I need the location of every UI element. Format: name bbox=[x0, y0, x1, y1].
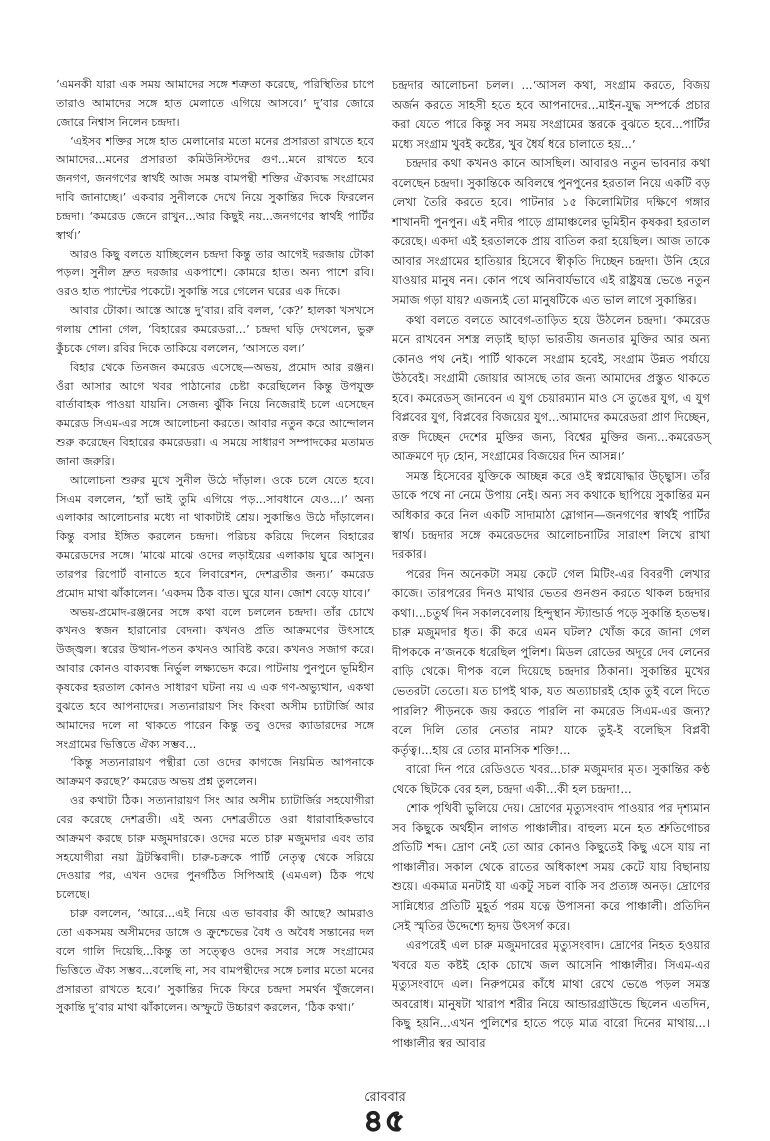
left-column bbox=[56, 76, 374, 1018]
paragraph: সমস্ত হিসেবের যুক্তিকে আচ্ছন্ন করে ওই স্বপ্নযোদ্ধার উচ্ছ্বাস। তাঁর ডাকে পথে না নেমে উপায় নেই। অন্য সব কথাকে ছাপিয়ে সুকান্তির মন অধিকার করে নিল একটি সাদামাঠা স্লোগান—জনগণের স্বার্থই পার্টির স্বার্থ। চন্দ্রদার সঙ্গে কমরেডদের আলোচনাটির সারাংশ লিখে রাখা দরকার। bbox=[392, 468, 710, 562]
paragraph: ‘এমনকী যারা এক সময় আমাদের সঙ্গে শত্রুতা করেছে, পরিস্থিতির চাপে তারাও আমাদের সঙ্গে হাত মেলাতে এগিয়ে আসবে।’ দু’বার জোরে জোরে নিশ্বাস নিলেন চন্দ্রদা। bbox=[56, 78, 374, 129]
paragraph: বিহার থেকে তিনজন কমরেড এসেছে—অভয়, প্রমোদ আর রঞ্জন। ওঁরা আসার আগে খবর পাঠানোর চেষ্টা করেছিলেন কিন্তু উপযুক্ত বার্তাবাহক পাওয়া যায়নি। সেজন্য ঝুঁকি নিয়ে নিজেরাই চলে এসেছেন কমরেড সিএম-এর সঙ্গে আলোচনা করতে। আবার নতুন করে আন্দোলন শুরু করেছেন বিহারের কমরেডরা। এ সময়ে সাধারণ সম্পাদকের মতামত জানা জরুরি। bbox=[56, 360, 374, 468]
page-number: ৪৫ bbox=[363, 1104, 407, 1139]
paragraph: চন্দ্রদার আলোচনা চলল। ...‘আসল কথা, সংগ্রাম করতে, বিজয় অর্জন করতে সাহসী হতে হবে আপনাদের...মাইন-যুদ্ধ সম্পর্কে প্রচার করা যেতে পারে কিন্তু সব সময় সংগ্রামের স্তরকে বুঝতে হবে...পার্টির মধ্যে সংগ্রাম খুবই কষ্টের, খুব ধৈর্য ধরে চালাতে হয়...’ bbox=[392, 78, 710, 151]
paragraph: অভয়-প্রমোদ-রঞ্জনের সঙ্গে কথা বলে চললেন চন্দ্রদা। তাঁর চোখে কখনও স্বজন হারানোর বেদনা। কখনও প্রতি আক্রমণের উৎসাহে উজ্জ্বল। স্বরের উত্থান-পতন কখনও আবিষ্ট করে। কখনও সজাগ করে। আবার কোনও বাক্যবন্ধ নির্ভুল লক্ষ্যভেদ করে। পাটনায় পুনপুনে ভূমিহীন কৃষকের হরতাল কোনও সাধারণ ঘটনা নয় এ এক গণ-অভ্যুত্থান, একথা বুঝতে হবে আপনাদের। সত্যনারায়ণ সিং কিংবা অসীম চ্যাটার্জি আর আমাদের দলে না থাকতে পারেন কিন্তু তবু ওদের ক্যাডারদের সঙ্গে সংগ্রামের ভিত্তিতে ঐক্য সম্ভব... bbox=[56, 605, 374, 751]
paragraph: ওর কথাটা ঠিক। সত্যনারায়ণ সিং আর অসীম চ্যাটার্জির সহযোগীরা বের করেছে দেশব্রতী। এই অন্য দেশব্রতীতে ওরা ধারাবাহিকভাবে আক্রমণ করছে চারু মজুমদারকে। ওদের মতে চারু মজুমদার এবং তার সহযোগীরা নয়া ট্রটস্কিবাদী। চারু-চক্রকে পার্টি নেতৃত্ব থেকে সরিয়ে দেওয়ার পর, এখন ওদের পুনর্গঠিত সিপিআই (এমএল) ঠিক পথে চলেছে। bbox=[56, 794, 374, 902]
paragraph: আবার টোকা। আস্তে আস্তে দু’বার। রবি বলল, ‘কে?’ হালকা খসখসে গলায় শোনা গেল, ‘বিহারের কমরেডরা...’ চন্দ্রদা ঘড়ি দেখলেন, ভুরু কুঁচকে গেল। রবির দিকে তাকিয়ে বললেন, ‘আসতে বল।’ bbox=[56, 304, 374, 355]
paragraph: কথা বলতে বলতে আবেগ-তাড়িত হয়ে উঠলেন চন্দ্রদা। ‘কমরেড মনে রাখবেন সশস্ত্র লড়াই ছাড়া ভারতীয় জনতার মুক্তির আর অন্য কোনও পথ নেই। পার্টি থাকলে সংগ্রাম হবেই, সংগ্রাম উন্নত পর্যায়ে উঠবেই। সংগ্রামী জোয়ার আসছে তার জন্য আমাদের প্রস্তুত থাকতে হবে। কমরেডস্ জানবেন এ যুগ চেয়ারম্যান মাও সে তুঙের যুগ, এ যুগ বিপ্লবের যুগ, বিপ্লবের বিজয়ের যুগ...আমাদের কমরেডরা প্রাণ দিচ্ছেন, রক্ত দিচ্ছেন দেশের মুক্তির জন্য, বিশ্বের মুক্তির জন্য...কমরেডস্ আক্রমণে দৃঢ় হোন, সংগ্রামের বিজয়ের দিন আসন্ন।’ bbox=[392, 312, 710, 464]
paragraph: চন্দ্রদার কথা কখনও কানে আসছিল। আবারও নতুন ভাবনার কথা বলেছেন চন্দ্রদা। সুকান্তিকে অবিলম্বে পুনপুনের হরতাল নিয়ে একটি বড় লেখা তৈরি করতে হবে। পাটনার ১৫ কিলোমিটার দক্ষিণে গঙ্গার শাখানদী পুনপুন। এই নদীর পাড়ে গ্রামাঞ্চলের ভূমিহীন কৃষকরা হরতাল করেছে। একদা এই হরতালকে প্রায় বাতিল করা হয়েছিল। আজ তাকে আবার সংগ্রামের হাতিয়ার হিসেবে স্বীকৃতি দিচ্ছেন চন্দ্রদা। উনি হেরে যাওয়ার মানুষ নন। কোন পথে অনিবার্যভাবে এই রাষ্ট্রযন্ত্র ভেঙে নতুন সমাজ গড়া যায়? এজন্যই তো মানুষটিকে এত ভাল লাগে সুকান্তির। bbox=[392, 156, 710, 308]
paragraph: শোক পৃথিবী ভুলিয়ে দেয়। দ্রোণের মৃত্যুসংবাদ পাওয়ার পর দৃশ্যমান সব কিছুকে অর্থহীন লাগত পাঞ্চালীর। বাহুল্য মনে হত শ্রুতিগোচর প্রতিটি শব্দ। দ্রোণ নেই তো আর কোনও কিছুতেই কিছু এসে যায় না পাঞ্চালীর। সকাল থেকে রাতের অধিকাংশ সময় কেটে যায় বিছানায় শুয়ে। একমাত্র মনটাই যা একটু সচল বাকি সব প্রত্যঙ্গ অনড়। দ্রোণের সান্নিধ্যের প্রতিটি মুহূর্ত পরম যত্নে উপাসনা করে পাঞ্চালী। প্রতিদিন সেই স্মৃতির উদ্দেশ্যে হৃদয় উৎসর্গ করে। bbox=[392, 801, 710, 933]
paragraph: চারু বললেন, ‘আরে...এই নিয়ে এত ভাববার কী আছে? আমরাও তো একসময় অসীমদের ডাঙ্গে ও ক্রুশ্চেভের বৈধ ও অবৈধ সন্তানের দল বলে গালি দিয়েছি...কিন্তু তা সত্ত্বেও ওদের সবার সঙ্গে সংগ্রামের ভিত্তিতে ঐক্য সম্ভব...বলেছি না, সব বামপন্থীদের সঙ্গে চলার মতো মনের প্রসারতা রাখতে হবে।’ সুকান্তির দিকে ফিরে চন্দ্রদা সমর্থন খুঁজলেন। সুকান্তি দু’বার মাথা ঝাঁকালেন। অস্ফুটে উচ্চারণ করলেন, ‘ঠিক কথা।’ bbox=[56, 907, 374, 1015]
paragraph: ‘কিন্তু সত্যনারায়ণ পন্থীরা তো ওদের কাগজে নিয়মিত আপনাকে আক্রমণ করছে?’ কমরেড অভয় প্রশ্ন তুললেন। bbox=[56, 756, 374, 789]
paragraph: পরের দিন অনেকটা সময় কেটে গেল মিটিং-এর বিবরণী লেখার কাজে। তারপরের দিনও মাথার ভেতর গুনগুন করতে থাকল চন্দ্রদার কথা।...চতুর্থ দিন সকালবেলায় হিন্দুস্থান স্ট্যান্ডার্ড পড়ে সুকান্তি হতভম্ব। চারু মজুমদার ধৃত। কী করে এমন ঘটল? খোঁজ করে জানা গেল দীপককে ন’জনকে ধরেছিল পুলিশ। মিডল রোডের অদূরে দেব লেনের বাড়ি থেকে। দীপক বলে দিয়েছে চন্দ্রদার ঠিকানা। সুকান্তির মুখের ভেতরটা তেতো। যত চাপই থাক, যত অত্যাচারই হোক তুই বলে দিতে পারলি? পীড়নকে জয় করতে পারলি না কমরেড সিএম-এর জন্য? বলে দিলি তোর নেতার নাম? যাকে তুই-ই বলেছিস বিপ্লবী কর্তৃত্ব।...হায় রে তোর মানসিক শক্তি!... bbox=[392, 566, 710, 757]
right-column bbox=[392, 76, 710, 1053]
paragraph: আরও কিছু বলতে যাচ্ছিলেন চন্দ্রদা কিন্তু তার আগেই দরজায় টোকা পড়ল। সুনীল দ্রুত দরজার একপাশে। কোমরে হাত। অন্য পাশে রবি। ওরও হাত প্যান্টের পকেটে। সুকান্তি সরে গেলেন ঘরের এক দিকে। bbox=[56, 247, 374, 299]
page-footer bbox=[0, 1090, 770, 1138]
magazine-name: রোববার bbox=[364, 1090, 406, 1105]
paragraph: বারো দিন পরে রেডিওতে খবর...চারু মজুমদার মৃত। সুকান্তির কণ্ঠ থেকে ছিটকে বের হল, চন্দ্রদা একী...কী হল চন্দ্রদা!... bbox=[392, 762, 710, 796]
paragraph: ‘এইসব শক্তির সঙ্গে হাত মেলানোর মতো মনের প্রসারতা রাখতে হবে আমাদের...মনের প্রসারতা কমিউনিস্টদের গুণ...মনে রাখতে হবে জনগণ, জনগণের স্বার্থই আজ সমস্ত বামপন্থী শক্তির ঐক্যবদ্ধ সংগ্রামের দাবি জানাচ্ছে।’ একবার সুনীলকে দেখে নিয়ে সুকান্তির দিকে ফিরলেন চন্দ্রদা। ‘কমরেড জেনে রাখুন...আর কিছুই নয়...জনগণের স্বার্থই পার্টির স্বার্থ।’ bbox=[56, 134, 374, 242]
paragraph: এরপরেই এল চারু মজুমদারের মৃত্যুসংবাদ। দ্রোণের নিহত হওয়ার খবরে যত কষ্টই হোক চোখে জল আসেনি পাঞ্চালীর। সিএম-এর মৃত্যুসংবাদে এল। নিরুপমের কাঁধে মাথা রেখে ভেঙে পড়ল সমস্ত অবরোধ। মানুষটা খারাপ শরীর নিয়ে আন্ডারগ্রাউন্ডে ছিলেন এতদিন, কিছু হয়নি...এখন পুলিশের হাতে পড়ে মাত্র বারো দিনের মাথায়...। পাঞ্চালীর স্বর আবার bbox=[392, 938, 710, 1050]
paragraph: আলোচনা শুরুর মুখে সুনীল উঠে দাঁড়াল। ওকে চলে যেতে হবে। সিএম বললেন, ‘হ্যাঁ ভাই তুমি এগিয়ে পড়...সাবধানে যেও...।’ অন্য এলাকার আলোচনার মধ্যে না থাকাটাই শ্রেয়। সুকান্তিও উঠে দাঁড়ালেন। কিন্তু বসার ইঙ্গিত করলেন চন্দ্রদা। পরিচয় করিয়ে দিলেন বিহারের কমরেডদের সঙ্গে। ‘মাঝে মাঝে ওদের লড়াইয়ের এলাকায় ঘুরে আসুন। তারপর রিপোর্ট বানাতে হবে লিবারেশন, দেশব্রতীর জন্য।’ কমরেড প্রমোদ মাথা ঝাঁকালেন। ‘একদম ঠিক বাত। ঘুরে যান। জোশ বেড়ে যাবে।’ bbox=[56, 473, 374, 600]
